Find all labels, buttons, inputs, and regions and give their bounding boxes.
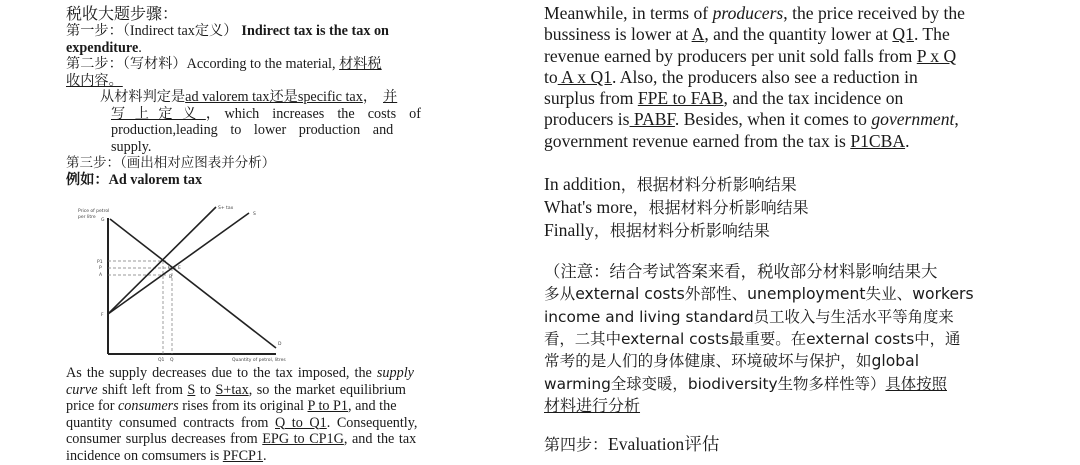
text: , the price received by the (783, 3, 965, 23)
svg-text:F: F (101, 313, 104, 318)
para-line (544, 88, 1014, 109)
ad-valorem-tax-chart (66, 202, 296, 362)
supply-curve (108, 213, 249, 314)
underlined-term: P to P1 (307, 398, 349, 414)
svg-text:A: A (99, 273, 103, 278)
text: In addition (544, 174, 621, 195)
text: , and the tax incidence on (723, 88, 904, 109)
underlined-term: Q1 (892, 24, 914, 45)
emphasis: government (871, 109, 955, 130)
step2-underlined: 材料税 (339, 56, 382, 72)
step3-line (66, 155, 421, 172)
note-line: 看，二其中external costs最重要。在external costs中，通 (544, 329, 961, 348)
svg-text:D: D (278, 342, 282, 347)
para-line (544, 67, 1014, 88)
svg-text:B: B (169, 275, 173, 280)
step4-text: Evaluation评估 (608, 434, 720, 455)
emphasis: consumers (118, 398, 179, 414)
svg-text:per litre: per litre (78, 215, 96, 220)
note-line: 常考的是人们的身体健康、环境破坏与保护，如global (544, 352, 920, 371)
para-line (544, 109, 1014, 130)
text: As the supply decreases due to the tax imposed, the (66, 365, 377, 381)
underlined-term: P1CBA (850, 130, 906, 151)
comma: ， (362, 89, 378, 105)
svg-text:P: P (99, 266, 102, 271)
text: . (905, 130, 910, 151)
svg-text:S+ tax: S+ tax (218, 206, 234, 211)
underlined-term: A x Q1 (557, 66, 612, 87)
para-line (544, 24, 1014, 45)
text: , and the (348, 398, 397, 414)
text: revenue earned by producers per unit sold falls from (544, 45, 917, 66)
underlined-term: S+tax (215, 381, 249, 398)
text: bussiness is lower at (544, 24, 692, 45)
text: price for (66, 398, 118, 414)
para-line (66, 431, 421, 448)
step3-paren: （画出相对应图表并分析） (120, 155, 276, 171)
text: What's more (544, 197, 633, 218)
text: rises from its original (178, 398, 308, 414)
text: , so the market equilibrium (248, 381, 406, 398)
step2-label: 第二步： (66, 56, 123, 72)
step4-line (544, 434, 1014, 455)
svg-text:S: S (253, 212, 256, 217)
step1-label: 第一步： (66, 23, 123, 39)
text: surplus from (544, 88, 638, 109)
emphasis: producers (712, 3, 784, 23)
text: Finally (544, 220, 594, 241)
para-line (66, 415, 421, 432)
judge-lead: 从材料判定是 (100, 89, 186, 105)
demand-curve (110, 219, 276, 348)
example-text: Ad valorem tax (108, 171, 203, 188)
note-line: 多从external costs外部性、unemployment失业、workers (544, 285, 974, 304)
step2-line (66, 56, 421, 73)
text: , and the quantity lower at (704, 24, 893, 45)
note-line (544, 395, 1014, 417)
underlined-term: P x Q (916, 45, 957, 66)
supply-plus-tax-curve (108, 207, 216, 314)
impact-outline (544, 173, 1014, 242)
example-line (66, 172, 421, 189)
para-line (66, 398, 421, 415)
step2-sub-line3: production,leading to lower production and (111, 122, 394, 138)
svg-text:P1: P1 (97, 260, 103, 265)
step1-paren: （Indirect tax定义） (122, 23, 238, 39)
svg-text:Q: Q (170, 358, 174, 362)
text: . Also, the producers also see a reduction in (611, 66, 918, 87)
example-label: 例如： (66, 171, 109, 188)
step1-definition-cont: expenditure (66, 39, 139, 56)
para-line (66, 365, 421, 382)
step1-definition: Indirect tax is the tax on (241, 23, 389, 39)
note-paragraph (544, 261, 1014, 417)
underlined-term: FPE to FAB (637, 88, 724, 109)
underlined-term: PABF (629, 109, 675, 130)
text: . Besides, when it comes to (674, 109, 872, 130)
chart-labels (78, 205, 286, 362)
text: quantity consumed contracts from (66, 414, 275, 431)
svg-text:G: G (101, 218, 105, 223)
underlined-term: A (691, 24, 705, 45)
step2-line2 (66, 73, 421, 90)
producer-analysis-paragraph (544, 3, 1014, 152)
text: . Consequently, (326, 414, 418, 431)
and-underlined: 并 (383, 89, 398, 105)
underlined-term: PFCP1 (222, 447, 264, 464)
text: ，根据材料分析影响结果 (620, 175, 797, 195)
text: to (195, 381, 216, 398)
para-line (544, 131, 1014, 152)
left-document-panel (66, 4, 421, 188)
tax-type-underlined: ad valorem tax还是specific tax (185, 89, 363, 105)
para-line (66, 382, 421, 399)
underlined-term: S (187, 381, 196, 398)
step4-label: 第四步： (544, 435, 609, 455)
outline-line (544, 219, 1014, 242)
define-rest: ，which increases the costs of (205, 105, 421, 122)
text: warming全球变暖，biodiversity生物多样性等） (544, 374, 886, 393)
step1-line2 (66, 40, 421, 57)
svg-text:C: C (168, 266, 172, 271)
right-document-panel (544, 3, 1014, 455)
svg-text:Price of petrol: Price of petrol (78, 209, 110, 214)
step2-paren: （写材料） (122, 56, 187, 72)
note-line (544, 373, 1014, 395)
underlined-term: EPG to CP1G (262, 431, 344, 447)
step2-sub-line4: supply. (111, 138, 152, 155)
outline-line (544, 196, 1014, 219)
para-line (544, 3, 1014, 24)
step1-line (66, 23, 421, 40)
svg-text:E: E (178, 266, 181, 271)
text: , (954, 109, 959, 130)
text: producers is (544, 109, 630, 130)
chart-svg (66, 202, 296, 362)
para-line (66, 448, 421, 465)
step2-sub-line2 (66, 106, 421, 123)
note-line: （注意：结合考试答案来看，税收部分材料影响结果大 (544, 262, 938, 282)
step2-text: According to the material, (186, 56, 340, 72)
outline-line (544, 173, 1014, 196)
text: Meanwhile, in terms of (544, 3, 713, 23)
text: to (544, 66, 558, 87)
emphasis: supply (376, 365, 414, 381)
svg-text:Quantity of petrol, litres: Quantity of petrol, litres (232, 358, 286, 362)
text: . The (913, 24, 950, 45)
text: government revenue earned from the tax is (544, 130, 851, 151)
text: shift left from (97, 381, 188, 398)
note-line: income and living standard员工收入与生活水平等角度来 (544, 307, 954, 326)
emphasis: curve (66, 381, 98, 398)
step3-label: 第三步： (66, 155, 120, 171)
underlined-term: 材料进行分析 (544, 395, 641, 415)
text: . (263, 447, 267, 464)
step2-underlined-cont: 收内容。 (66, 72, 123, 89)
text: ，根据材料分析影响结果 (632, 198, 809, 218)
text: consumer surplus decreases from (66, 431, 263, 447)
consumer-analysis-paragraph (66, 365, 421, 464)
text: ，根据材料分析影响结果 (593, 221, 770, 241)
define-underlined: 写上定义 (111, 105, 206, 122)
text: , and the tax (343, 431, 417, 447)
underlined-term: Q to Q1 (275, 414, 327, 431)
doc-title: 税收大题步骤： (66, 4, 179, 23)
underlined-term: 具体按照 (885, 374, 947, 393)
svg-text:Q1: Q1 (158, 358, 165, 362)
text: incidence on comsumers is (66, 447, 223, 464)
guide-lines (108, 261, 178, 354)
para-line (544, 46, 1014, 67)
step2-sub-line1 (66, 89, 421, 106)
period: . (138, 39, 142, 56)
